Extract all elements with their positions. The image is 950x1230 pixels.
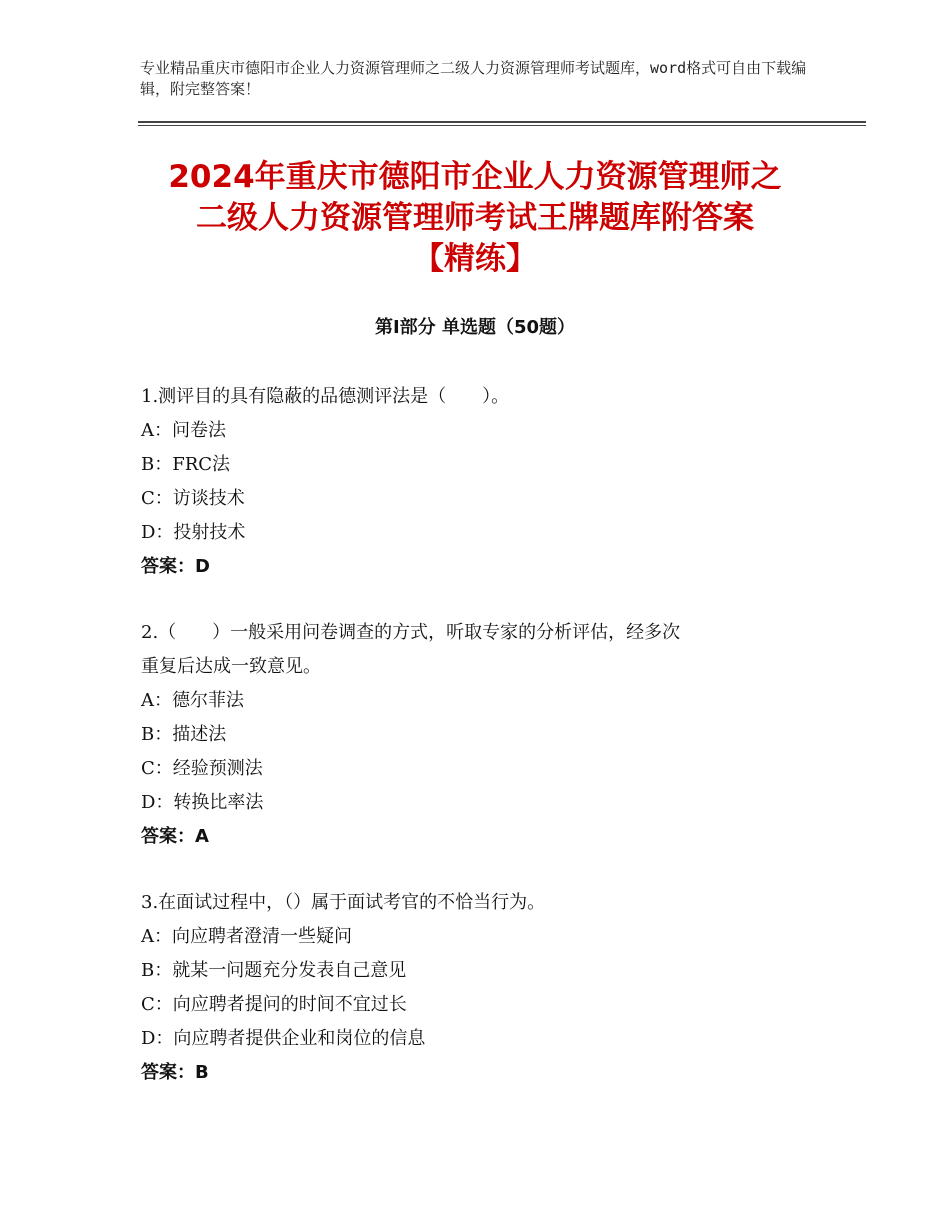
- option-d: D：向应聘者提供企业和岗位的信息: [141, 1028, 426, 1049]
- question-1: [141, 380, 821, 584]
- answer-line: 答案：D: [141, 556, 210, 577]
- question-stem: 2.（ ）一般采用问卷调查的方式，听取专家的分析评估，经多次: [141, 622, 681, 643]
- section-heading: 第Ⅰ部分 单选题（50题）: [374, 317, 575, 338]
- document-title: [95, 157, 855, 280]
- question-2: [141, 616, 821, 854]
- option-b: B：FRC法: [141, 454, 231, 475]
- option-list: [141, 414, 821, 550]
- header-divider: [138, 121, 866, 126]
- question-3: [141, 886, 821, 1090]
- header-note: 专业精品重庆市德阳市企业人力资源管理师之二级人力资源管理师考试题库，word格式可自由下载编辑，附完整答案！: [140, 59, 807, 98]
- title-line: 2024年重庆市德阳市企业人力资源管理师之: [168, 159, 782, 195]
- option-list: [141, 920, 821, 1056]
- option-c: C：经验预测法: [141, 758, 263, 779]
- option-d: D：转换比率法: [141, 792, 264, 813]
- title-line: 【精练】: [413, 241, 537, 277]
- option-b: B：描述法: [141, 724, 227, 745]
- option-a: A：德尔菲法: [141, 690, 244, 711]
- option-list: [141, 684, 821, 820]
- question-stem: 1.测评目的具有隐蔽的品德测评法是（ ）。: [141, 386, 510, 407]
- option-c: C：向应聘者提问的时间不宜过长: [141, 994, 407, 1015]
- answer-line: 答案：B: [141, 1062, 209, 1083]
- option-c: C：访谈技术: [141, 488, 245, 509]
- option-d: D：投射技术: [141, 522, 246, 543]
- answer-line: 答案：A: [141, 826, 209, 847]
- question-stem-continued: 重复后达成一致意见。: [141, 656, 321, 677]
- option-a: A：问卷法: [141, 420, 226, 441]
- question-stem: 3.在面试过程中，（）属于面试考官的不恰当行为。: [141, 892, 546, 913]
- option-b: B：就某一问题充分发表自己意见: [141, 960, 407, 981]
- question-list: [141, 380, 821, 1122]
- title-line: 二级人力资源管理师考试王牌题库附答案: [196, 200, 754, 236]
- option-a: A：向应聘者澄清一些疑问: [141, 926, 352, 947]
